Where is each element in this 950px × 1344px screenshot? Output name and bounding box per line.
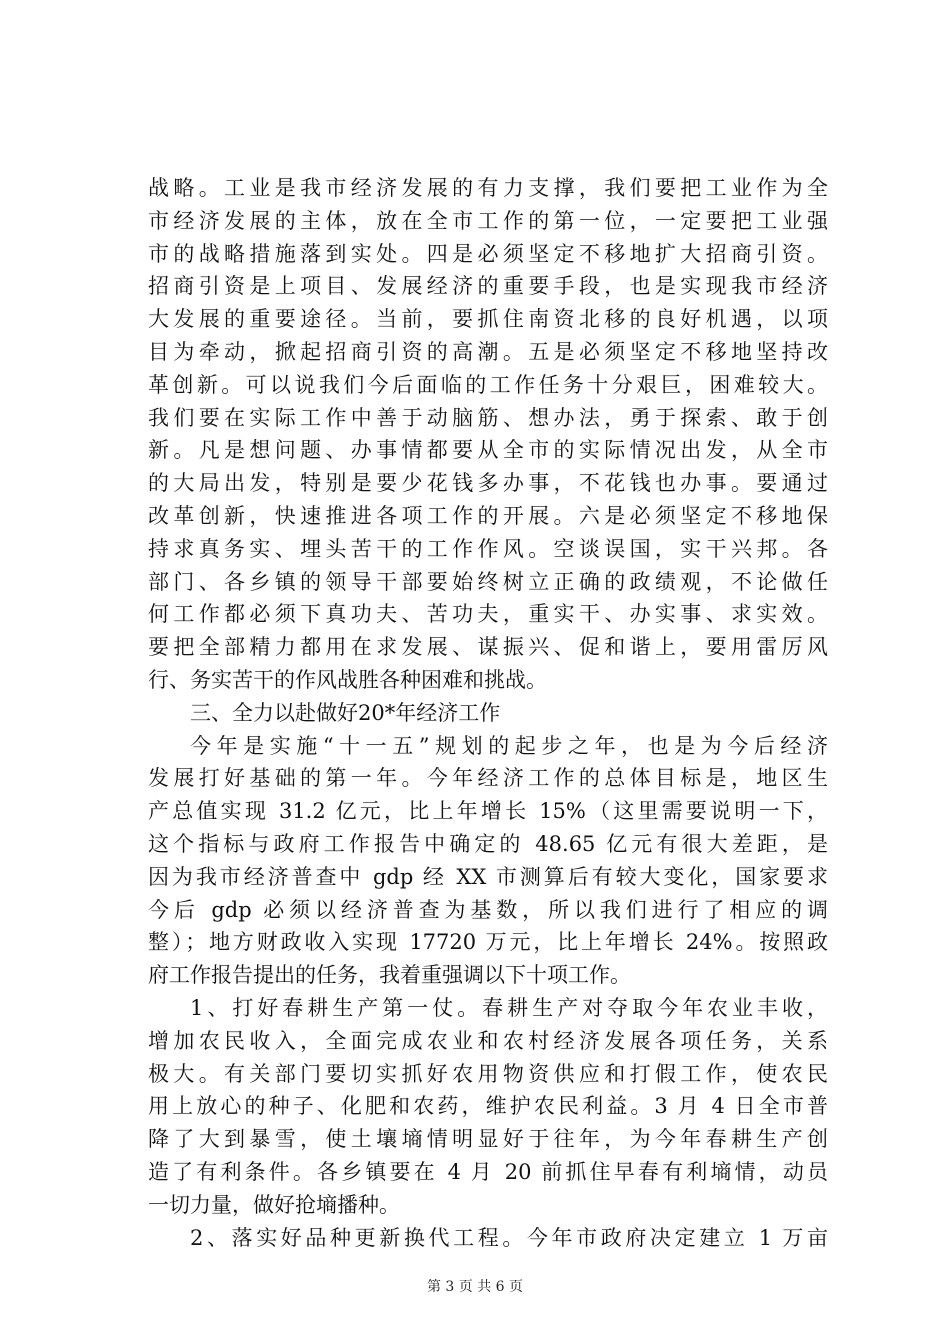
text-line: 改革创新，快速推进各项工作的开展。六是必须坚定不移地保 bbox=[148, 503, 828, 528]
text-line: 今后 gdp 必须以经济普查为基数，所以我们进行了相应的调 bbox=[148, 897, 828, 922]
text-line: 这个指标与政府工作报告中确定的 48.65 亿元有很大差距，是 bbox=[148, 831, 828, 856]
text-line: 招商引资是上项目、发展经济的重要手段，也是实现我市经济 bbox=[148, 274, 828, 299]
text-line: 一切力量，做好抢墒播种。 bbox=[148, 1192, 400, 1217]
text-line: 市经济发展的主体，放在全市工作的第一位，一定要把工业强 bbox=[148, 208, 828, 233]
text-line: 部门、各乡镇的领导干部要始终树立正确的政绩观，不论做任 bbox=[148, 569, 828, 594]
text-line: 1、打好春耕生产第一仗。春耕生产对夺取今年农业丰收， bbox=[190, 995, 828, 1020]
text-line: 发展打好基础的第一年。今年经济工作的总体目标是，地区生 bbox=[148, 766, 828, 791]
text-line: 大发展的重要途径。当前，要抓住南资北移的良好机遇，以项 bbox=[148, 307, 828, 332]
text-line: 的大局出发，特别是要少花钱多办事，不花钱也办事。要通过 bbox=[148, 471, 828, 496]
text-line: 行、务实苦干的作风战胜各种困难和挑战。 bbox=[148, 667, 547, 692]
text-line: 2、落实好品种更新换代工程。今年市政府决定建立 1 万亩 bbox=[190, 1225, 828, 1250]
text-line: 造了有利条件。各乡镇要在 4 月 20 前抓住早春有利墒情，动员 bbox=[148, 1159, 828, 1184]
text-line: 新。凡是想问题、办事情都要从全市的实际情况出发，从全市 bbox=[148, 438, 828, 463]
text-line: 三、全力以赴做好20*年经济工作 bbox=[190, 700, 501, 725]
text-line: 要把全部精力都用在求发展、谋振兴、促和谐上，要用雷厉风 bbox=[148, 635, 828, 660]
text-line: 降了大到暴雪，使土壤墒情明显好于往年，为今年春耕生产创 bbox=[148, 1127, 828, 1152]
text-line: 增加农民收入，全面完成农业和农村经济发展各项任务，关系 bbox=[148, 1028, 828, 1053]
text-line: 我们要在实际工作中善于动脑筋、想办法，勇于探索、敢于创 bbox=[148, 405, 828, 430]
text-line: 何工作都必须下真功夫、苦功夫，重实干、办实事、求实效。 bbox=[148, 602, 828, 627]
text-line: 产总值实现 31.2 亿元，比上年增长 15%（这里需要说明一下， bbox=[148, 799, 828, 824]
text-line: 目为牵动，掀起招商引资的高潮。五是必须坚定不移地坚持改 bbox=[148, 339, 828, 364]
text-line: 革创新。可以说我们今后面临的工作任务十分艰巨，困难较大。 bbox=[148, 372, 828, 397]
text-line: 因为我市经济普查中 gdp 经 XX 市测算后有较大变化，国家要求 bbox=[148, 864, 828, 889]
page-number-footer: 第 3 页 共 6 页 bbox=[426, 1279, 524, 1295]
text-line: 今年是实施“十一五”规划的起步之年，也是为今后经济 bbox=[190, 733, 828, 758]
document-body bbox=[148, 172, 828, 1254]
text-line: 府工作报告提出的任务，我着重强调以下十项工作。 bbox=[148, 963, 631, 988]
text-line: 用上放心的种子、化肥和农药，维护农民利益。3 月 4 日全市普 bbox=[148, 1094, 828, 1119]
text-line: 市的战略措施落到实处。四是必须坚定不移地扩大招商引资。 bbox=[148, 241, 828, 266]
text-line: 持求真务实、埋头苦干的工作作风。空谈误国，实干兴邦。各 bbox=[148, 536, 828, 561]
text-line: 整）；地方财政收入实现 17720 万元，比上年增长 24%。按照政 bbox=[148, 930, 828, 955]
text-line: 战略。工业是我市经济发展的有力支撑，我们要把工业作为全 bbox=[148, 176, 828, 200]
text-line: 极大。有关部门要切实抓好农用物资供应和打假工作，使农民 bbox=[148, 1061, 828, 1086]
